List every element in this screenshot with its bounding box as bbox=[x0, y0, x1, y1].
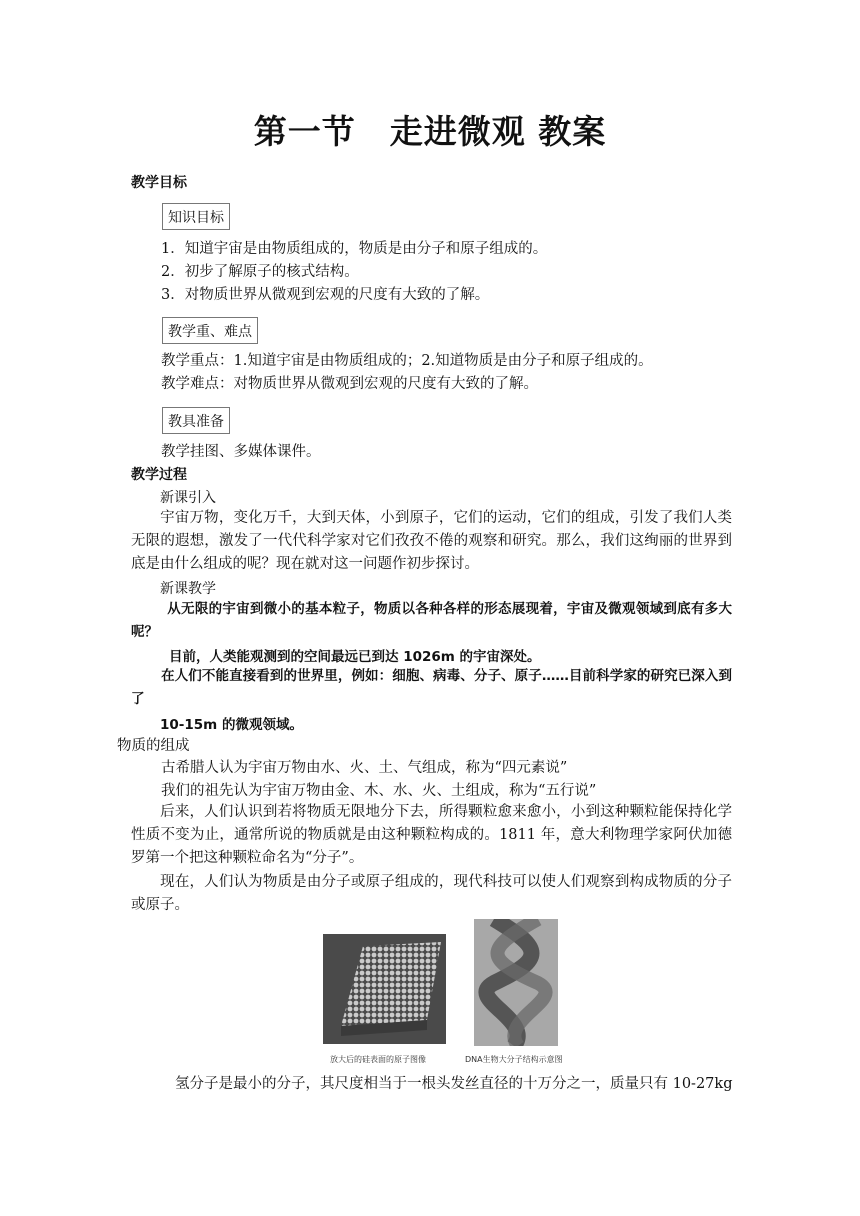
teach-paragraph-1 bbox=[131, 598, 732, 644]
matter-paragraph-3 bbox=[131, 801, 732, 870]
heading-matter: 物质的组成 bbox=[117, 738, 190, 754]
goal-item-1: 1．知道宇宙是由物质组成的，物质是由分子和原子组成的。 bbox=[161, 241, 548, 257]
silicon-surface-graphic bbox=[323, 934, 446, 1044]
goal-item-3: 3．对物质世界从微观到宏观的尺度有大致的了解。 bbox=[161, 287, 490, 303]
teach-paragraph-4: 10-15m 的微观领域。 bbox=[160, 717, 303, 733]
heading-teaching: 新课教学 bbox=[160, 581, 216, 597]
matter-p2: 我们的祖先认为宇宙万物由金、木、水、火、土组成，称为“五行说” bbox=[161, 783, 597, 799]
key-point: 教学重点：1.知道宇宙是由物质组成的；2.知道物质是由分子和原子组成的。 bbox=[161, 353, 653, 369]
silicon-surface-image bbox=[323, 934, 446, 1044]
box-materials: 教具准备 bbox=[162, 407, 230, 434]
dna-structure-image bbox=[474, 919, 558, 1046]
intro-paragraph bbox=[131, 507, 732, 576]
last-line: 氢分子是最小的分子，其尺度相当于一根头发丝直径的十万分之一，质量只有 10-27kg bbox=[175, 1076, 733, 1092]
heading-process: 教学过程 bbox=[131, 467, 187, 483]
matter-text-4: 现在，人们认为物质是由分子或原子组成的，现代科技可以使人们观察到构成物质的分子或原子。 bbox=[131, 874, 732, 913]
caption-right: DNA生物大分子结构示意图 bbox=[465, 1055, 563, 1064]
matter-p1: 古希腊人认为宇宙万物由水、火、土、气组成，称为“四元素说” bbox=[161, 760, 568, 776]
heading-intro: 新课引入 bbox=[160, 490, 216, 506]
dna-graphic bbox=[474, 919, 558, 1046]
teach-paragraph-2: 目前，人类能观测到的空间最远已到达 1026m 的宇宙深处。 bbox=[169, 649, 541, 665]
teach-paragraph-3 bbox=[131, 665, 732, 711]
box-key-points: 教学重、难点 bbox=[162, 317, 258, 344]
box-knowledge-goals: 知识目标 bbox=[162, 203, 230, 230]
intro-text: 宇宙万物，变化万千，大到天体，小到原子，它们的运动，它们的组成，引发了我们人类无限的遐想，激发了一代代科学家对它们孜孜不倦的观察和研究。那么，我们这绚丽的世界到底是由什么组成的呢？现在就对这一问题作初步探讨。 bbox=[131, 510, 732, 572]
page-title: 第一节 走进微观 教案 bbox=[253, 112, 607, 151]
difficult-point: 教学难点：对物质世界从微观到宏观的尺度有大致的了解。 bbox=[161, 376, 538, 392]
materials-text: 教学挂图、多媒体课件。 bbox=[161, 444, 321, 460]
teach-text-3: 在人们不能直接看到的世界里，例如：细胞、病毒、分子、原子……目前科学家的研究已深入到了 bbox=[131, 668, 732, 707]
heading-teaching-goals: 教学目标 bbox=[131, 175, 187, 191]
goal-item-2: 2．初步了解原子的核式结构。 bbox=[161, 264, 359, 280]
matter-paragraph-4 bbox=[131, 871, 732, 917]
caption-left: 放大后的硅表面的原子图像 bbox=[330, 1055, 426, 1064]
teach-text-1: 从无限的宇宙到微小的基本粒子，物质以各种各样的形态展现着，宇宙及微观领域到底有多大呢？ bbox=[131, 601, 732, 640]
matter-text-3: 后来，人们认识到若将物质无限地分下去，所得颗粒愈来愈小，小到这种颗粒能保持化学性质不变为止，通常所说的物质就是由这种颗粒构成的。1811 年，意大利物理学家阿伏加德罗第一个把这种颗粒命名为“分子”。 bbox=[131, 804, 732, 866]
